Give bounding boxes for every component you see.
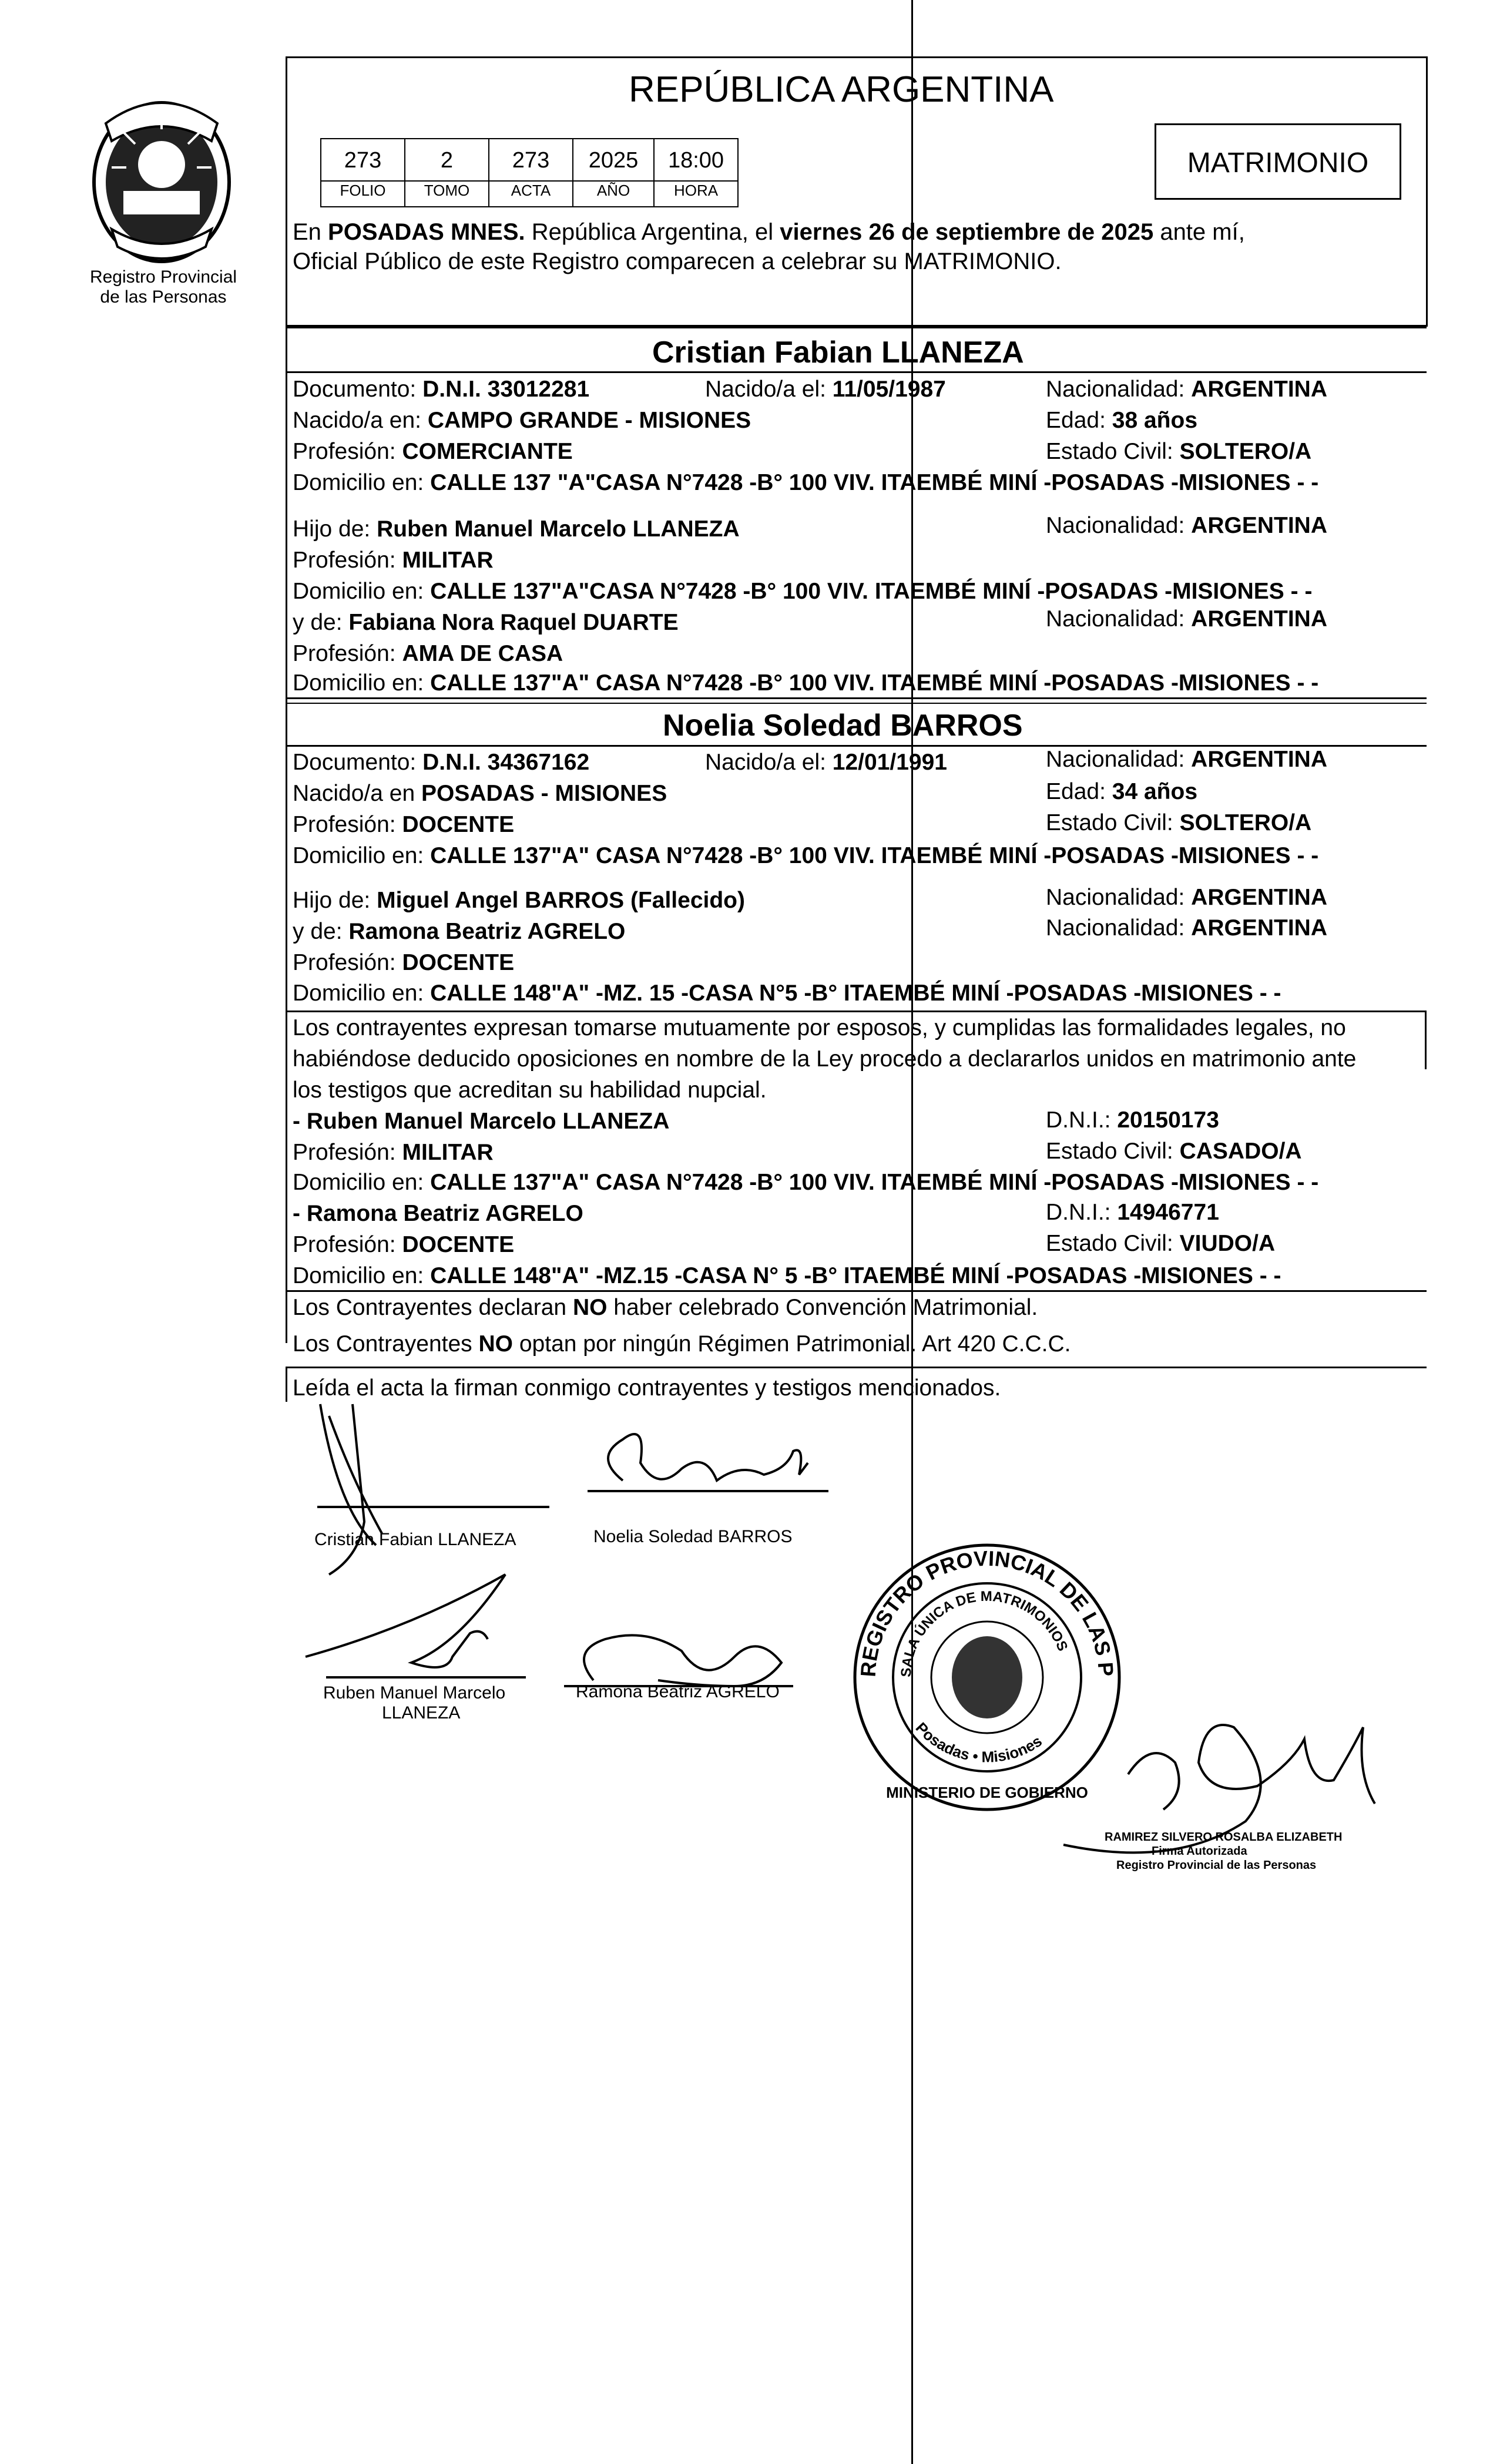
convention-l2-a: Los Contrayentes: [293, 1331, 479, 1357]
spouse2-civil: [1046, 810, 1311, 837]
spouse1-born-value: 11/05/1987: [832, 377, 946, 402]
spouse2-place: [293, 780, 667, 807]
spouse1-age: [1046, 407, 1197, 434]
witness1-dni: [1046, 1107, 1219, 1134]
ano-value: 2025: [588, 148, 639, 173]
spouse2-mother-label: y de:: [293, 919, 343, 944]
spouse1-nat-value: ARGENTINA: [1191, 377, 1328, 402]
witness2-prof: [293, 1231, 514, 1258]
witness2-dom: [293, 1263, 1281, 1290]
intro-text-c: ante mí,: [1153, 219, 1245, 245]
spouse1-age-value: 38 años: [1112, 408, 1198, 433]
spouse2-prof-label: Profesión:: [293, 812, 396, 837]
witness1-dom: [293, 1169, 1318, 1196]
convention-l2-no: NO: [478, 1331, 514, 1357]
spouse1-mother-label: y de:: [293, 610, 343, 635]
registry-logo: [76, 88, 247, 264]
tomo-label: TOMO: [405, 180, 488, 199]
spouse1-nat: [1046, 376, 1327, 403]
signature-name-3-line1: Ruben Manuel Marcelo: [323, 1683, 506, 1703]
witness2-dni-value: 14946771: [1117, 1200, 1219, 1225]
spouse2-father-nat: [1046, 884, 1327, 911]
intro-place: POSADAS MNES.: [328, 219, 525, 245]
spouse1-civil: [1046, 438, 1311, 465]
spouse1-prof-label: Profesión:: [293, 439, 396, 464]
signature-name-1: Cristian Fabian LLANEZA: [314, 1530, 516, 1549]
spouse2-mother-prof-value: DOCENTE: [402, 950, 515, 975]
signature-3-icon: [306, 1575, 505, 1667]
spouse1-father-prof-label: Profesión:: [293, 548, 396, 573]
convention-line-1: [293, 1294, 1038, 1321]
witness1-dom-value: CALLE 137"A" CASA N°7428 -B° 100 VIV. ITAEMBÉ MINÍ -POSADAS -MISIONES - -: [430, 1170, 1319, 1195]
spouse1-mother-prof-value: AMA DE CASA: [402, 641, 563, 666]
witness2-civil-value: VIUDO/A: [1179, 1231, 1276, 1256]
spouse1-place-label: Nacido/a en:: [293, 408, 421, 433]
spouse1-prof: [293, 438, 573, 465]
declaration-line-3: los testigos que acreditan su habilidad nupcial.: [293, 1077, 767, 1103]
spouse2-mother-nat: [1046, 915, 1327, 942]
spouse2-civil-value: SOLTERO/A: [1179, 810, 1312, 835]
witness2-civil-label: Estado Civil:: [1046, 1231, 1173, 1256]
country-title: REPÚBLICA ARGENTINA: [629, 69, 1054, 110]
witness1-civil: [1046, 1138, 1302, 1165]
acta-label: ACTA: [489, 180, 572, 199]
signature-name-3-line2: LLANEZA: [382, 1703, 461, 1723]
spouse1-place-value: CAMPO GRANDE - MISIONES: [427, 408, 751, 433]
hora-label: HORA: [655, 180, 737, 199]
spouse1-doc: [293, 376, 589, 403]
spouse1-doc-label: Documento:: [293, 377, 417, 402]
spouse1-mother-prof: [293, 640, 563, 667]
witness2-prof-value: DOCENTE: [402, 1232, 515, 1257]
spouse2-father: [293, 887, 745, 914]
spouse2-nat-label: Nacionalidad:: [1046, 747, 1185, 772]
witness1-dni-label: D.N.I.:: [1046, 1107, 1111, 1133]
spouse2-born: [705, 749, 947, 776]
ano-label: AÑO: [573, 180, 653, 199]
spouse2-dom-label: Domicilio en:: [293, 843, 424, 868]
spouse1-mother-nat-value: ARGENTINA: [1191, 606, 1328, 632]
witness1-dni-value: 20150173: [1117, 1107, 1219, 1133]
spouse1-place: [293, 407, 751, 434]
hora-value: 18:00: [667, 148, 724, 173]
frame-left-border: [286, 327, 287, 1343]
spouse1-name: Cristian Fabian LLANEZA: [652, 335, 1024, 370]
intro-text-a: En: [293, 219, 328, 245]
spouse1-born: [705, 376, 946, 403]
witness1-civil-label: Estado Civil:: [1046, 1139, 1173, 1164]
spouse1-father: [293, 516, 740, 543]
witness2-civil: [1046, 1230, 1275, 1257]
acta-value: 273: [512, 148, 550, 173]
record-cell-hora: [653, 138, 739, 207]
signature-4-icon: [584, 1635, 781, 1686]
spouse2-mother: [293, 918, 625, 945]
spouse1-civil-label: Estado Civil:: [1046, 439, 1173, 464]
spouse1-father-dom-value: CALLE 137"A"CASA N°7428 -B° 100 VIV. ITAEMBÉ MINÍ -POSADAS -MISIONES - -: [430, 579, 1313, 604]
spouse1-doc-value: D.N.I. 33012281: [422, 377, 590, 402]
spouse1-age-label: Edad:: [1046, 408, 1106, 433]
convention-l1-a: Los Contrayentes declaran: [293, 1295, 573, 1320]
seal-inner-text: SALA ÚNICA DE MATRIMONIOS: [898, 1588, 1071, 1678]
spouse2-place-value: POSADAS - MISIONES: [421, 781, 667, 806]
spouse1-father-dom-label: Domicilio en:: [293, 579, 424, 604]
spouse2-father-value: Miguel Angel BARROS (Fallecido): [377, 888, 745, 913]
intro-date: viernes 26 de septiembre de 2025: [780, 219, 1154, 245]
record-cell-acta: [488, 138, 573, 207]
spouse1-father-prof: [293, 547, 494, 574]
seal-bottom-text: MINISTERIO DE GOBIERNO: [886, 1784, 1088, 1801]
spouse2-age-label: Edad:: [1046, 779, 1106, 804]
witness1-prof-label: Profesión:: [293, 1140, 396, 1165]
spouse2-born-value: 12/01/1991: [832, 750, 947, 775]
signature-name-4: Ramona Beatriz AGRELO: [576, 1682, 780, 1701]
spouse2-dom: [293, 842, 1318, 870]
spouse2-doc-value: D.N.I. 34367162: [422, 750, 590, 775]
spouse1-father-dom: [293, 578, 1312, 605]
registry-name-line1: Registro Provincial: [89, 267, 237, 287]
spouse1-nat-label: Nacionalidad:: [1046, 377, 1185, 402]
convention-l1-no: NO: [572, 1295, 608, 1320]
spouse2-father-label: Hijo de:: [293, 888, 371, 913]
spouse2-mother-prof: [293, 949, 514, 976]
intro-text-b: República Argentina, el: [525, 219, 780, 245]
witness2-name: - Ramona Beatriz AGRELO: [293, 1201, 583, 1226]
convention-line-2: [293, 1331, 1071, 1358]
spouse1-mother-nat-label: Nacionalidad:: [1046, 606, 1185, 632]
witness1-prof-value: MILITAR: [402, 1140, 494, 1165]
spouse2-place-label: Nacido/a en: [293, 781, 415, 806]
declaration-line-1: Los contrayentes expresan tomarse mutuamente por esposos, y cumplidas las formalidades legales, no: [293, 1015, 1346, 1040]
witness1-prof: [293, 1139, 494, 1166]
convention-l1-b: haber celebrado Convención Matrimonial.: [607, 1295, 1038, 1320]
record-cell-ano: [572, 138, 655, 207]
svg-text:Posadas • Misiones: [912, 1719, 1045, 1766]
spouse2-doc-label: Documento:: [293, 750, 417, 775]
witness2-dni: [1046, 1199, 1219, 1226]
spouse1-dom: [293, 469, 1318, 496]
spouse1-mother-value: Fabiana Nora Raquel DUARTE: [348, 610, 679, 635]
registry-name-line2: de las Personas: [100, 287, 227, 307]
spouse2-mother-nat-label: Nacionalidad:: [1046, 915, 1185, 941]
declaration-line-2: habiéndose deducido oposiciones en nombre de la Ley procedo a declararlos unidos en matrimonio ante: [293, 1046, 1357, 1072]
official-name: RAMIREZ SILVERO ROSALBA ELIZABETH: [1105, 1831, 1343, 1844]
spouse2-mother-dom-label: Domicilio en:: [293, 981, 424, 1006]
folio-label: FOLIO: [321, 180, 404, 199]
spouse2-mother-dom-value: CALLE 148"A" -MZ. 15 -CASA N°5 -B° ITAEMBÉ MINÍ -POSADAS -MISIONES - -: [430, 981, 1281, 1006]
spouse1-mother: [293, 609, 679, 636]
spouse1-father-prof-value: MILITAR: [402, 548, 494, 573]
spouse2-civil-label: Estado Civil:: [1046, 810, 1173, 835]
spouse1-dom-value: CALLE 137 "A"CASA N°7428 -B° 100 VIV. ITAEMBÉ MINÍ -POSADAS -MISIONES - -: [430, 470, 1319, 495]
spouse2-mother-dom: [293, 980, 1281, 1007]
spouse2-doc: [293, 749, 589, 776]
signature-name-2: Noelia Soledad BARROS: [593, 1527, 793, 1546]
official-role-2: Registro Provincial de las Personas: [1116, 1859, 1317, 1872]
tomo-value: 2: [440, 148, 454, 173]
spouse1-father-nat: [1046, 512, 1327, 539]
declaration-right-border: [1425, 1011, 1427, 1069]
spouse1-father-nat-label: Nacionalidad:: [1046, 513, 1185, 538]
intro-line-2: Oficial Público de este Registro comparecen a celebrar su MATRIMONIO.: [293, 249, 1062, 274]
folio-value: 273: [344, 148, 382, 173]
official-role-1: Firma Autorizada: [1152, 1845, 1247, 1858]
spouse1-dom-label: Domicilio en:: [293, 470, 424, 495]
witness2-dom-value: CALLE 148"A" -MZ.15 -CASA N° 5 -B° ITAEMBÉ MINÍ -POSADAS -MISIONES - -: [430, 1263, 1281, 1288]
spouse2-father-nat-value: ARGENTINA: [1191, 885, 1328, 910]
spouse2-nat-value: ARGENTINA: [1191, 747, 1328, 772]
spouse1-prof-value: COMERCIANTE: [402, 439, 573, 464]
spouse2-prof: [293, 811, 514, 838]
intro-line-1: [293, 219, 1245, 246]
spouse1-father-nat-value: ARGENTINA: [1191, 513, 1328, 538]
spouse2-mother-nat-value: ARGENTINA: [1191, 915, 1328, 941]
spouse1-father-label: Hijo de:: [293, 516, 371, 542]
seal-outer-text: REGISTRO PROVINCIAL DE LAS P: [855, 1546, 1119, 1678]
spouse1-father-value: Ruben Manuel Marcelo LLANEZA: [377, 516, 740, 542]
witness1-dom-label: Domicilio en:: [293, 1170, 424, 1195]
spouse1-mother-dom-value: CALLE 137"A" CASA N°7428 -B° 100 VIV. ITAEMBÉ MINÍ -POSADAS -MISIONES - -: [430, 670, 1319, 696]
convention-l2-b: optan por ningún Régimen Patrimonial. Art 420 C.C.C.: [513, 1331, 1071, 1357]
spouse2-born-label: Nacido/a el:: [705, 750, 826, 775]
spouse2-name: Noelia Soledad BARROS: [663, 709, 1023, 743]
act-type-box: [1155, 123, 1401, 200]
spouse1-civil-value: SOLTERO/A: [1179, 439, 1312, 464]
spouse2-prof-value: DOCENTE: [402, 812, 515, 837]
witness1-civil-value: CASADO/A: [1179, 1139, 1302, 1164]
province-crest-icon: [76, 88, 247, 264]
signature-2-icon: [608, 1434, 808, 1481]
record-cell-folio: [320, 138, 405, 207]
closing-text: Leída el acta la firman conmigo contrayentes y testigos mencionados.: [293, 1375, 1001, 1401]
spouse1-mother-dom: [293, 670, 1318, 697]
seal-city-text: Posadas • Misiones: [912, 1718, 1045, 1766]
witness2-prof-label: Profesión:: [293, 1232, 396, 1257]
witness1-name: - Ruben Manuel Marcelo LLANEZA: [293, 1109, 670, 1134]
record-cell-tomo: [404, 138, 489, 207]
spouse2-father-nat-label: Nacionalidad:: [1046, 885, 1185, 910]
witness2-dni-label: D.N.I.:: [1046, 1200, 1111, 1225]
spouse1-mother-prof-label: Profesión:: [293, 641, 396, 666]
spouse2-mother-value: Ramona Beatriz AGRELO: [348, 919, 626, 944]
spouse2-nat: [1046, 746, 1327, 773]
spouse1-born-label: Nacido/a el:: [705, 377, 826, 402]
act-type: MATRIMONIO: [1187, 147, 1369, 179]
spouse1-mother-nat: [1046, 606, 1327, 633]
spouse2-age-value: 34 años: [1112, 779, 1198, 804]
spouse2-mother-prof-label: Profesión:: [293, 950, 396, 975]
witness2-dom-label: Domicilio en:: [293, 1263, 424, 1288]
spouse1-mother-dom-label: Domicilio en:: [293, 670, 424, 696]
spouse2-dom-value: CALLE 137"A" CASA N°7428 -B° 100 VIV. ITAEMBÉ MINÍ -POSADAS -MISIONES - -: [430, 843, 1319, 868]
spouse2-age: [1046, 778, 1197, 805]
